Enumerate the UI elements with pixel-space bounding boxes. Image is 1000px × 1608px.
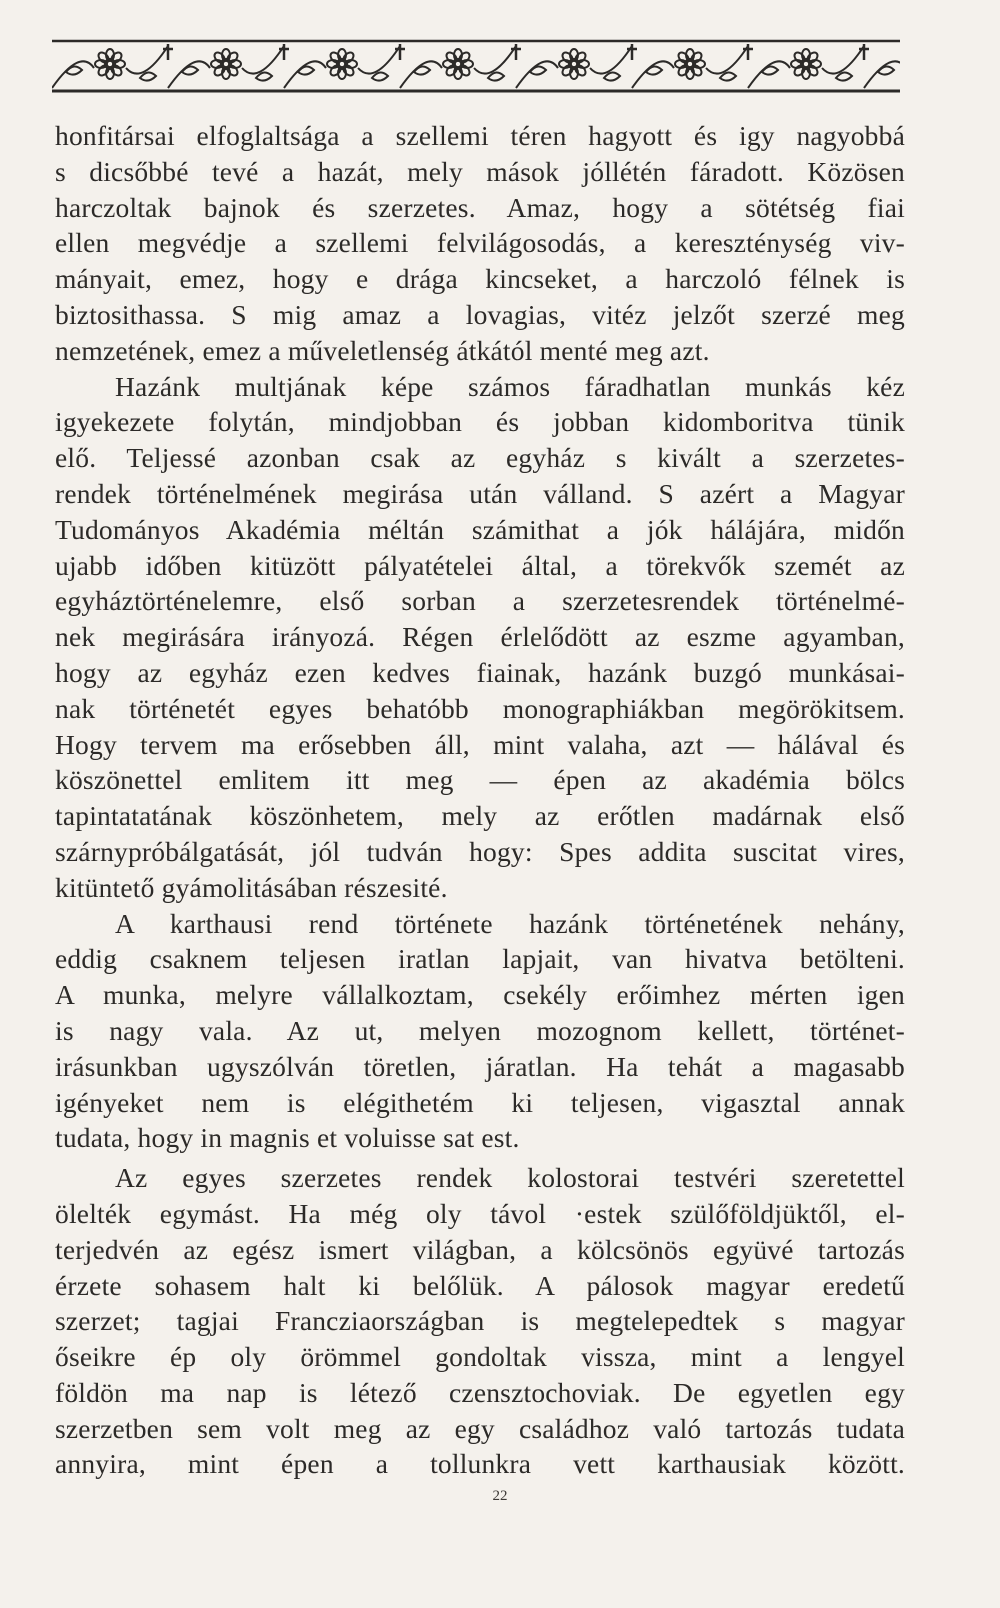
text-line: hogy az egyház ezen kedves fiainak, hazánk buzgó munkásai- bbox=[55, 656, 905, 688]
text-line: harczoltak bajnok és szerzetes. Amaz, hogy a sötétség fiai bbox=[55, 191, 905, 223]
text-line: Tudományos Akadémia méltán számithat a jók hálájára, midőn bbox=[55, 513, 905, 545]
text-line: is nagy vala. Az ut, melyen mozognom kellett, történet- bbox=[55, 1014, 905, 1046]
text-line: szerzet; tagjai Francziaországban is megtelepedtek s magyar bbox=[55, 1305, 905, 1337]
text-line: tudata, hogy in magnis et voluisse sat est. bbox=[55, 1122, 520, 1154]
page-number: 22 bbox=[492, 1488, 508, 1504]
text-line: s dicsőbbé tevé a hazát, mely mások jóllétén fáradott. Közösen bbox=[55, 155, 905, 187]
text-line: érzete sohasem halt ki belőlük. A pálosok magyar eredetű bbox=[55, 1269, 905, 1301]
paragraph-2 bbox=[55, 369, 905, 906]
text-line: Hogy tervem ma erősebben áll, mint valaha, azt — hálával és bbox=[55, 728, 905, 760]
text-line: tapintatatának köszönhetem, mely az erőtlen madárnak első bbox=[55, 800, 905, 832]
text-line: mányait, emez, hogy e drága kincseket, a harczoló félnek is bbox=[55, 263, 905, 295]
text-line: őseikre ép oly örömmel gondoltak vissza, mint a lengyel bbox=[55, 1341, 905, 1373]
text-line: igyekezete folytán, mindjobban és jobban kidomboritva tünik bbox=[55, 406, 905, 438]
text-line: ellen megvédje a szellemi felvilágosodás, a kereszténység viv- bbox=[55, 227, 905, 259]
text-line: köszönettel emlitem itt meg — épen az akadémia bölcs bbox=[55, 764, 905, 796]
text-line: földön ma nap is létező czensztochoviak. De egyetlen egy bbox=[55, 1376, 905, 1408]
text-line: elő. Teljessé azonban csak az egyház s kivált a szerzetes- bbox=[55, 442, 905, 474]
text-line: ölelték egymást. Ha még oly távol ·estek szülőföldjüktől, el- bbox=[55, 1197, 905, 1229]
text-line: nek megirására irányozá. Régen érlelődött az eszme agyamban, bbox=[55, 621, 905, 653]
text-line: eddig csaknem teljesen iratlan lapjait, van hivatva betölteni. bbox=[55, 943, 905, 975]
text-line: Az egyes szerzetes rendek kolostorai testvéri szeretettel bbox=[115, 1162, 905, 1194]
paragraph-1 bbox=[55, 118, 905, 369]
body-text bbox=[55, 118, 905, 1482]
text-line: rendek történelmének megirása után válland. S azért a Magyar bbox=[55, 477, 905, 509]
text-line: nemzetének, emez a műveletlenség átkától menté meg azt. bbox=[55, 334, 710, 366]
text-line: Hazánk multjának képe számos fáradhatlan munkás kéz bbox=[115, 370, 905, 402]
text-line: ujabb időben kitüzött pályatételei által, a törekvők szemét az bbox=[55, 549, 905, 581]
text-line: A karthausi rend története hazánk történetének nehány, bbox=[115, 907, 905, 939]
text-line: biztosithassa. S mig amaz a lovagias, vitéz jelzőt szerzé meg bbox=[55, 298, 905, 330]
text-line: igényeket nem is elégithetém ki teljesen, vigasztal annak bbox=[55, 1086, 905, 1118]
text-line: A munka, melyre vállalkoztam, csekély erőimhez mérten igen bbox=[55, 979, 905, 1011]
paragraph-3 bbox=[55, 906, 905, 1157]
text-line: terjedvén az egész ismert világban, a kölcsönös együvé tartozás bbox=[55, 1233, 905, 1265]
paragraph-4 bbox=[55, 1160, 905, 1482]
text-line: egyháztörténelemre, első sorban a szerzetesrendek történelmé- bbox=[55, 585, 905, 617]
text-line: annyira, mint épen a tollunkra vett karthausiak között. bbox=[55, 1448, 905, 1480]
text-line: kitüntető gyámolitásában részesité. bbox=[55, 871, 448, 903]
text-line: nak történetét egyes behatóbb monographiákban megörökitsem. bbox=[55, 692, 905, 724]
text-line: szárnypróbálgatását, jól tudván hogy: Spes addita suscitat vires, bbox=[55, 835, 905, 867]
text-line: irásunkban ugyszólván töretlen, járatlan. Ha tehát a magasabb bbox=[55, 1050, 905, 1082]
text-line: honfitársai elfoglaltsága a szellemi téren hagyott és igy nagyobbá bbox=[55, 120, 905, 151]
text-line: szerzetben sem volt meg az egy családhoz való tartozás tudata bbox=[55, 1412, 905, 1444]
floral-border-ornament bbox=[52, 38, 900, 94]
